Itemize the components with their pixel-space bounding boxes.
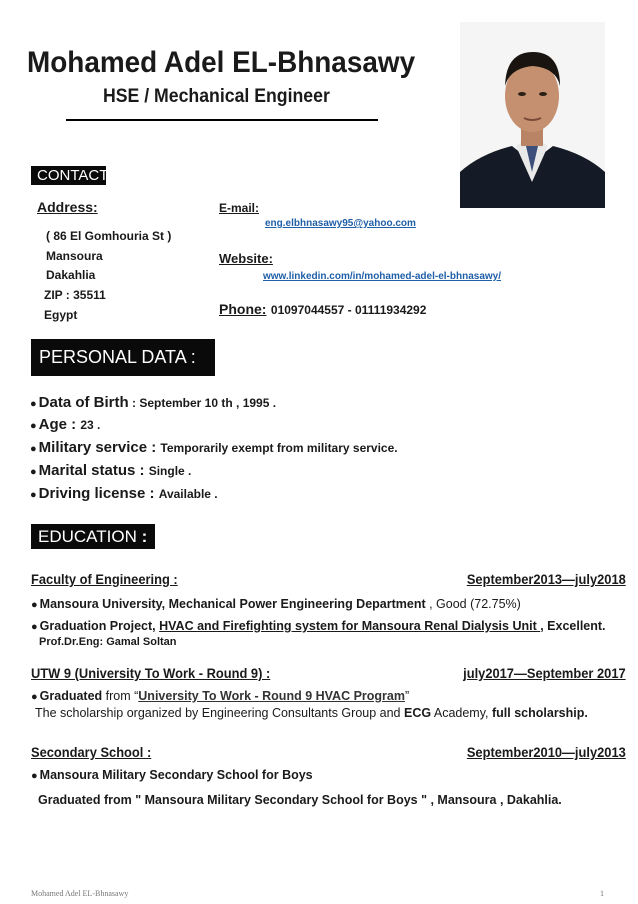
address-label: Address:	[37, 199, 98, 215]
bullet-icon: ●	[30, 443, 37, 455]
personal-item-license	[30, 485, 218, 502]
bullet-icon: ●	[31, 621, 38, 633]
faculty-university: Mansoura University, Mechanical Power Engineering Department	[39, 597, 426, 611]
email-link[interactable]: eng.elbhnasawy95@yahoo.com	[265, 218, 416, 229]
utw-from: from “	[102, 689, 139, 703]
address-line-governorate: Dakahlia	[46, 268, 96, 282]
utw-title: UTW 9 (University To Work - Round 9) :	[31, 665, 271, 681]
phone-row	[219, 301, 426, 319]
address-line-zip: ZIP : 35511	[44, 288, 106, 302]
address-line-street: ( 86 El Gomhouria St )	[46, 229, 172, 243]
contact-heading-colon: :	[112, 167, 118, 184]
header-divider	[66, 119, 378, 121]
faculty-line-project	[31, 619, 606, 633]
personal-label: Marital status	[38, 462, 136, 479]
bullet-icon: ●	[30, 420, 37, 432]
utw-full-scholarship: full scholarship.	[492, 706, 588, 720]
utw-program: University To Work - Round 9 HVAC Program	[138, 689, 405, 703]
secondary-line-graduated: Graduated from " Mansoura Military Secondary School for Boys " , Mansoura , Dakahlia.	[38, 793, 562, 807]
utw-graduated: Graduated	[39, 689, 103, 703]
contact-section-heading	[31, 166, 118, 185]
personal-value: Single	[148, 464, 185, 478]
faculty-date: September2013—july2018	[467, 571, 626, 587]
utw-date: july2017—September 2017	[463, 665, 626, 681]
profile-photo	[460, 22, 605, 208]
personal-value: September 10 th , 1995	[139, 396, 270, 410]
faculty-line-university	[31, 597, 521, 611]
personal-sep: :	[145, 485, 159, 502]
utw-line-graduated	[31, 689, 409, 703]
contact-heading-label: CONTACT	[37, 167, 109, 184]
utw-line-scholarship	[35, 706, 588, 720]
project-grade: , Excellent.	[540, 619, 606, 633]
website-link[interactable]: www.linkedin.com/in/mohamed-adel-el-bhnasawy/	[263, 271, 502, 282]
bullet-icon: ●	[30, 489, 37, 501]
faculty-title: Faculty of Engineering :	[31, 571, 178, 587]
utw-organizer: The scholarship organized by Engineering Consultants Group and	[35, 706, 404, 720]
personal-item-age	[30, 416, 100, 433]
personal-end: .	[394, 441, 398, 455]
personal-sep: :	[135, 462, 149, 479]
personal-data-heading: PERSONAL DATA :	[31, 339, 215, 376]
utw-academy: Academy,	[431, 706, 492, 720]
personal-value: Available	[158, 487, 211, 501]
email-label: E-mail:	[219, 201, 260, 215]
footer-page-number: 1	[600, 889, 604, 898]
personal-sep: :	[128, 396, 140, 410]
utw-ecg: ECG	[403, 706, 432, 720]
personal-item-birth	[30, 394, 276, 411]
candidate-role: HSE / Mechanical Engineer	[103, 86, 330, 107]
bullet-icon: ●	[31, 770, 38, 782]
address-line-city: Mansoura	[46, 249, 103, 263]
footer-name: Mohamed Adel EL-Bhnasawy	[31, 889, 129, 898]
personal-item-marital	[30, 462, 191, 479]
education-heading-colon: :	[141, 527, 148, 546]
education-heading-label: EDUCATION	[38, 527, 137, 546]
personal-label: Driving license	[38, 485, 146, 502]
project-prefix: Graduation Project,	[39, 619, 160, 633]
utw-quote-end: ”	[404, 689, 410, 703]
address-line-country: Egypt	[44, 308, 78, 322]
education-heading	[31, 524, 155, 549]
project-supervisor: Prof.Dr.Eng: Gamal Soltan	[39, 636, 177, 648]
personal-end: .	[184, 464, 192, 478]
personal-label: Data of Birth	[38, 394, 129, 411]
bullet-icon: ●	[31, 691, 38, 703]
secondary-date: September2010—july2013	[467, 744, 626, 760]
bullet-icon: ●	[30, 398, 37, 410]
personal-end: .	[93, 418, 101, 432]
phone-value: 01097044557 - 01111934292	[270, 303, 427, 317]
personal-sep: :	[67, 416, 81, 433]
personal-end: .	[210, 487, 218, 501]
personal-label: Military service	[38, 439, 148, 456]
phone-label: Phone:	[219, 301, 267, 317]
website-label: Website:	[219, 251, 273, 266]
faculty-grade: , Good (72.75%)	[425, 597, 521, 611]
secondary-line-school	[31, 768, 313, 782]
bullet-icon: ●	[30, 466, 37, 478]
personal-item-military	[30, 439, 398, 456]
candidate-name: Mohamed Adel EL-Bhnasawy	[27, 46, 416, 79]
personal-value: Temporarily exempt from military service	[160, 441, 395, 455]
personal-value: 23	[80, 418, 94, 432]
personal-label: Age	[38, 416, 67, 433]
secondary-school: Mansoura Military Secondary School for Boys	[39, 768, 313, 782]
secondary-title: Secondary School :	[31, 744, 152, 760]
bullet-icon: ●	[31, 599, 38, 611]
personal-end: .	[269, 396, 277, 410]
personal-sep: :	[147, 439, 161, 456]
project-title: HVAC and Firefighting system for Mansoura Renal Dialysis Unit	[159, 619, 541, 633]
